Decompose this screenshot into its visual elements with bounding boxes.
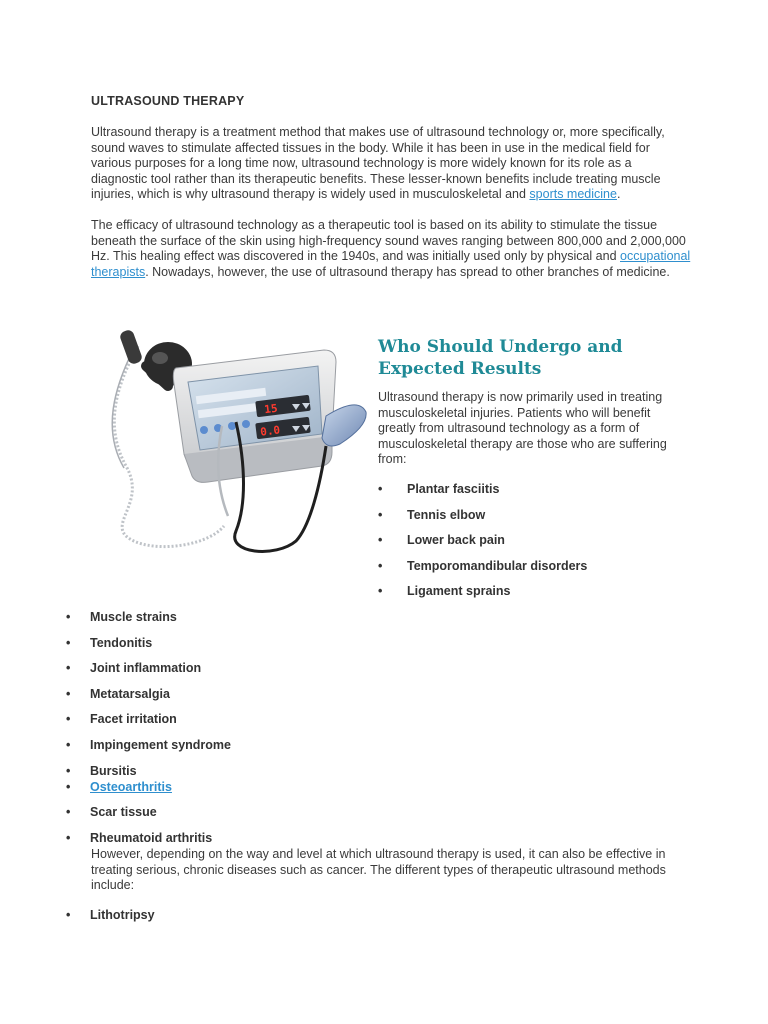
osteoarthritis-link[interactable]: Osteoarthritis (90, 780, 172, 795)
list-item-text: Impingement syndrome (90, 737, 231, 752)
list-item-text: Tennis elbow (407, 507, 486, 522)
list-item (378, 482, 587, 508)
bullet: • (66, 737, 71, 752)
list-item-text: Scar tissue (90, 805, 157, 820)
bullet: • (378, 507, 383, 522)
bullet: • (66, 908, 71, 922)
list-item (378, 584, 587, 610)
conditions-list-left (66, 610, 231, 847)
efficacy-text: The efficacy of ultrasound technology as a therapeutic tool is based on its ability to stimulate the tissue beneath the surface of the skin using high-frequency sound waves ranging between 800,000 and 2,000,000 Hz. This healing effect was discovered in the 1940s, and was initially used only by physical and (91, 218, 686, 264)
list-item-text: Lower back pain (407, 533, 505, 548)
efficacy-text-end: . Nowadays, however, the use of ultrasound therapy has spread to other branches of medicine. (145, 264, 670, 279)
list-item (66, 908, 155, 922)
occupational-therapists-link[interactable]: occupational therapists (91, 249, 691, 279)
list-item (66, 780, 231, 805)
methods-paragraph: However, depending on the way and level at which ultrasound therapy is used, it can also be effective in treating serious, chronic diseases such as cancer. The different types of therapeutic ultrasound methods include: (91, 847, 666, 893)
list-item (66, 805, 231, 831)
document-title: ULTRASOUND THERAPY (91, 94, 245, 108)
sports-medicine-link[interactable]: sports medicine (529, 187, 617, 202)
bullet: • (378, 533, 383, 548)
bullet: • (66, 830, 71, 845)
bullet: • (66, 780, 71, 795)
list-item (66, 738, 231, 764)
list-item (378, 508, 587, 534)
bullet: • (66, 763, 71, 778)
bullet: • (66, 805, 71, 820)
list-item (378, 533, 587, 559)
list-item-text: Metatarsalgia (90, 686, 170, 701)
list-item-text: Muscle strains (90, 610, 177, 624)
list-item (66, 687, 231, 713)
list-item-text: Tendonitis (90, 635, 153, 650)
ultrasound-device-image (96, 326, 368, 558)
bullet: • (66, 712, 71, 727)
timer-display: 15 (263, 401, 279, 417)
list-item (66, 831, 231, 847)
intro-text-end: . (616, 187, 621, 202)
bullet: • (66, 661, 71, 676)
list-item-text: Joint inflammation (90, 661, 202, 676)
bullet: • (378, 558, 383, 573)
list-item-text: Temporomandibular disorders (407, 558, 588, 573)
list-item-text: Ligament sprains (407, 584, 511, 599)
conditions-list-right (378, 482, 587, 610)
list-item (66, 712, 231, 738)
list-item (66, 610, 231, 636)
bullet: • (66, 610, 71, 624)
section-heading: Who Should Undergo and Expected Results (378, 337, 623, 379)
list-item-text: Plantar fasciitis (407, 482, 500, 496)
intro-text: Ultrasound therapy is a treatment method that makes use of ultrasound technology or, more specifically, sound waves to stimulate affected tissues in the body. While it has been in use in the medical field for various purposes for a long time now, ultrasound technology is more widely known for its role as a diagnostic tool rather than its therapeutic benefits. These lesser-known benefits include treating muscle injuries, which is why ultrasound therapy is widely used in musculoskeletal and (91, 125, 665, 202)
list-item-text: Lithotripsy (90, 908, 155, 922)
patients-paragraph: Ultrasound therapy is now primarily used in treating musculoskeletal injuries. Patients who will benefit greatly from ultrasound technology as a form of musculoskeletal therapy are those who are suffering from: (378, 390, 667, 467)
list-item-text: Rheumatoid arthritis (90, 830, 213, 845)
bullet: • (378, 584, 383, 599)
list-item (66, 764, 231, 781)
bullet: • (378, 482, 383, 496)
intensity-display: 0.0 (259, 423, 281, 439)
bullet: • (66, 635, 71, 650)
list-item (66, 661, 231, 687)
list-item-text: Facet irritation (90, 712, 177, 727)
list-item (378, 559, 587, 585)
list-item (66, 636, 231, 662)
efficacy-paragraph (91, 218, 691, 280)
list-item-text: Bursitis (90, 763, 137, 778)
bullet: • (66, 686, 71, 701)
intro-paragraph (91, 125, 691, 203)
methods-list (66, 908, 155, 922)
